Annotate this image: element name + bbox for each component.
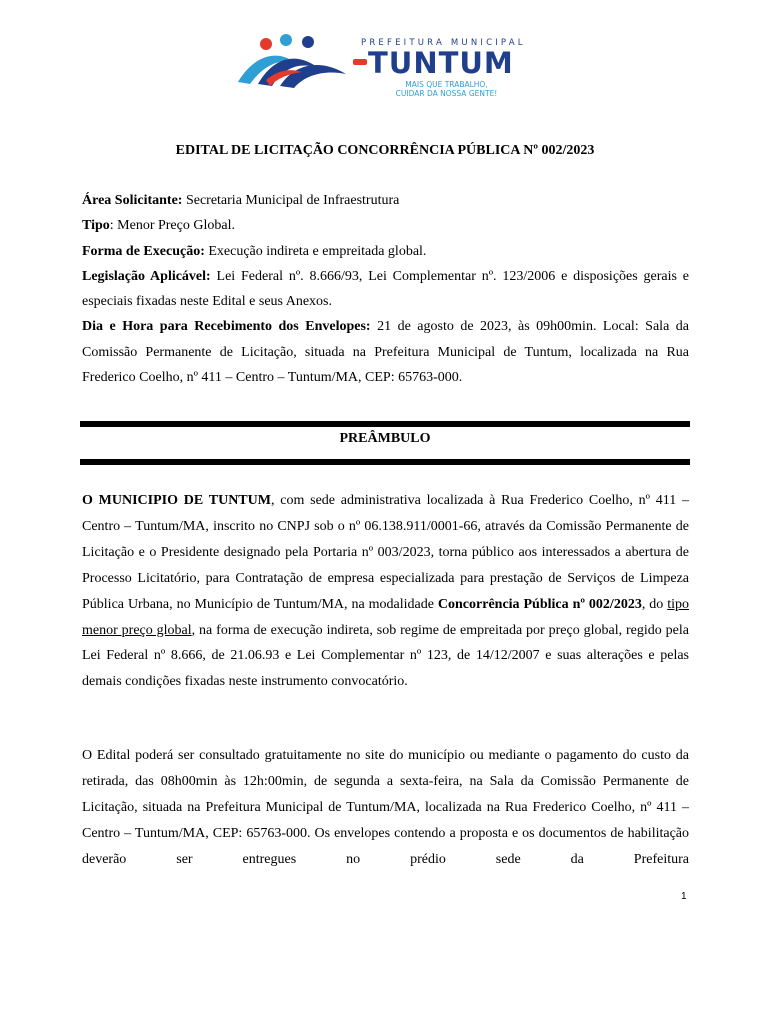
field-tipo-value: : Menor Preço Global. [109, 218, 235, 234]
field-dia-value: 21 de agosto de 2023, às 09h00min. Local: Sala da Comissão Permanente de Licitação, situada na Prefeitura Municipal de Tuntum, localizada na Rua Frederico Coelho, nº 411 – Centro – Tuntum/MA, CEP: 65763-000. [82, 319, 689, 386]
field-area [82, 188, 689, 213]
tipo-underlined: tipo menor preço global [82, 596, 690, 638]
preambulo-paragraph-1 [82, 488, 689, 695]
field-dia-hora [82, 314, 689, 390]
field-legislacao [82, 264, 689, 315]
p2-text: O Edital poderá ser consultado gratuitamente no site do município ou mediante o pagamento do custo da retirada, das 08h00min às 12h:00min, de segunda a sexta-feira, na Sala da Comissão Permanente de Licitação, situada na Prefeitura Municipal de Tuntum/MA, localizada na Rua Frederico Coelho, nº 411 – Centro – Tuntum/MA, CEP: 65763-000. Os envelopes contendo a proposta e os documentos de habilitação deverão ser entregues no prédio sede da Prefeitura [82, 748, 689, 867]
field-dia-label: Dia e Hora para Recebimento dos Envelopes: [82, 319, 371, 335]
logo-slogan-line-2: CUIDAR DA NOSSA GENTE! [395, 89, 498, 98]
section-divider-top [80, 421, 690, 427]
logo-red-dash [353, 59, 367, 65]
field-area-value: Secretaria Municipal de Infraestrutura [182, 193, 400, 208]
modality-name: Concorrência Pública nº 002/2023 [437, 596, 642, 612]
preambulo-paragraph-2 [82, 743, 689, 873]
field-tipo [82, 213, 689, 238]
document-title: EDITAL DE LICITAÇÃO CONCORRÊNCIA PÚBLICA Nº 002/2023 [175, 143, 595, 158]
p1-text-3: , na forma de execução indireta, sob regime de empreitada por preço global, regido pela Lei Federal nº 8.666, de 21.06.93 e Lei Complementar nº 123, de 14/12/2007 e suas alterações e pelas demais condições fixadas neste instrumento convocatório. [82, 622, 689, 690]
municipal-logo [236, 32, 536, 102]
people-emblem-icon [236, 34, 354, 92]
field-forma [82, 239, 689, 264]
section-divider-bottom [80, 459, 690, 465]
logo-brand-text: TUNTUM [368, 46, 514, 80]
document-fields [82, 188, 689, 390]
field-forma-value: Execução indireta e empreitada global. [204, 243, 427, 259]
field-tipo-label: Tipo [82, 218, 110, 234]
field-legislacao-value: Lei Federal nº. 8.666/93, Lei Complementar nº. 123/2006 e disposições gerais e especiais fixadas neste Edital e seus Anexos. [82, 268, 689, 310]
municipality-name: O MUNICIPIO DE TUNTUM [82, 493, 271, 508]
logo-slogan [384, 80, 509, 98]
field-area-label: Área Solicitante: [82, 193, 183, 208]
field-legislacao-label: Legislação Aplicável: [82, 268, 211, 284]
field-forma-label: Forma de Execução: [82, 243, 205, 259]
p1-text-1: , com sede administrativa localizada à Rua Frederico Coelho, nº 411 – Centro – Tuntum/MA, inscrito no CNPJ sob o nº 06.138.911/0001-66, através da Comissão Permanente de Licitação e o Presidente designado pela Portaria nº 003/2023, torna público aos interessados a abertura de Processo Licitatório, para Contratação de empresa especializada para prestação de Serviços de Limpeza Pública Urbana, no Município de Tuntum/MA, na modalidade [82, 493, 689, 612]
logo-top-text: PREFEITURA MUNICIPAL [361, 38, 526, 48]
p1-text-2: , do [641, 596, 668, 612]
section-title-preambulo: PREÂMBULO [339, 431, 431, 446]
page-number: 1 [681, 891, 687, 902]
logo-slogan-line-1: MAIS QUE TRABALHO, [405, 80, 488, 89]
